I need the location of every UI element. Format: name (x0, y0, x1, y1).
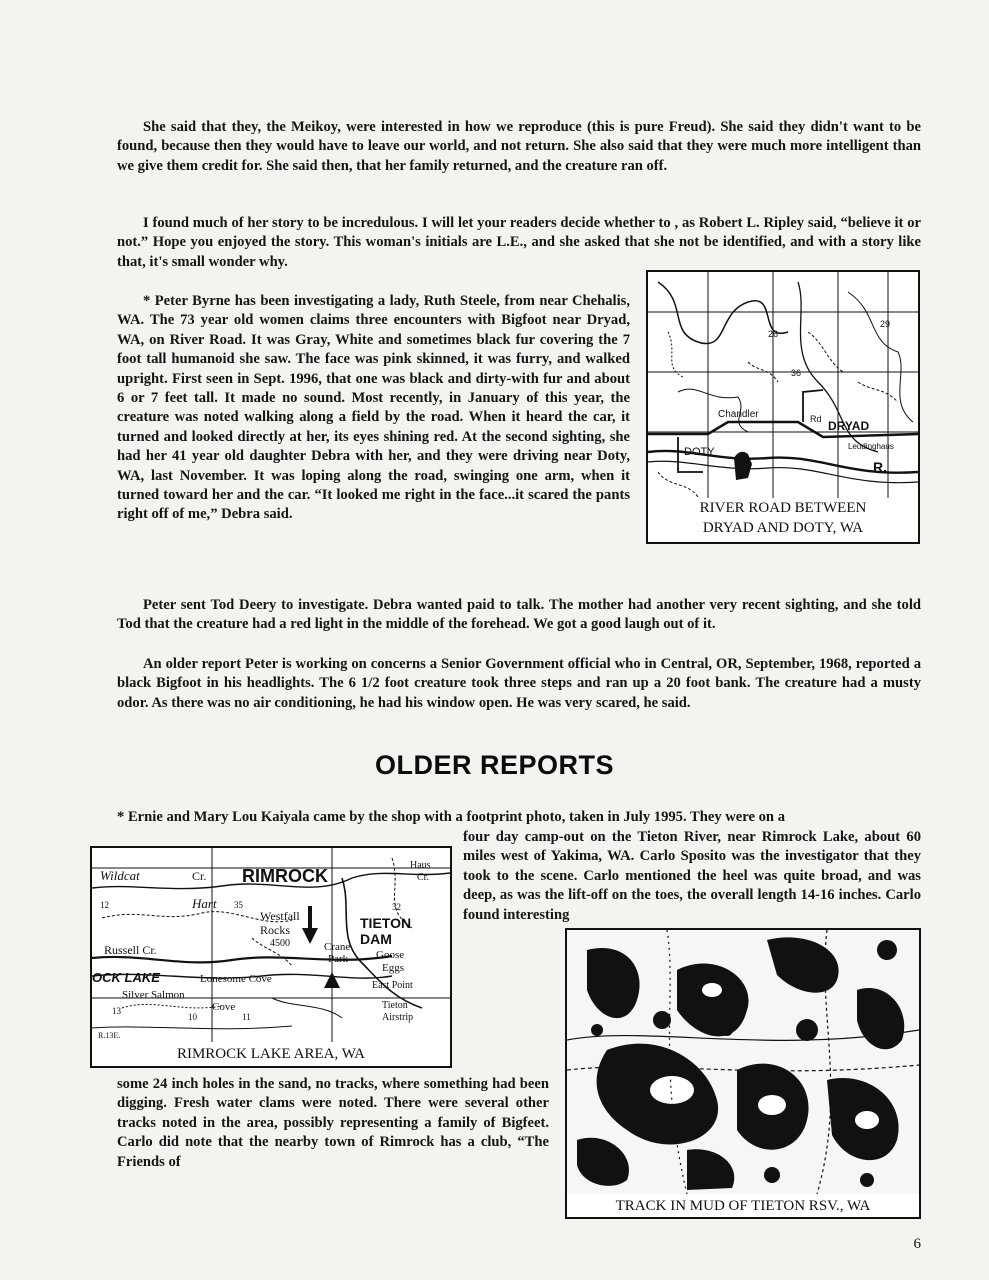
paragraph-tod-deery: Peter sent Tod Deery to investigate. Debra wanted paid to talk. The mother had another very recent sighting, and she told Tod that the creature had a red light in the middle of the forehead. We got a good laugh out of it. (117, 597, 921, 633)
map-label-tieton: TIETON (360, 915, 412, 931)
map-label-crane: Crane (324, 941, 351, 953)
map-label-leudinghaus: Leudinghaus (848, 442, 894, 451)
paragraph-kaiyala-right: four day camp-out on the Tieton River, near Rimrock Lake, about 60 miles west of Yakima, WA. Carlo Sposito was the investigator that they took to the scene. Carlo mentioned the heel was quite broad, and was deep, as was the lift-off on the toes, the overall length 14-16 inches. Carlo found interesting (463, 829, 921, 923)
map-label-russell: Russell Cr. (104, 943, 157, 957)
map-label-doty: DOTY (684, 446, 715, 458)
map-label-11: 11 (242, 1012, 251, 1022)
paragraph-ripley: I found much of her story to be incredulous. I will let your readers decide whether to , as Robert L. Ripley said, “believe it or not.” Hope you enjoyed the story. This woman's initials are L.E., and she asked that she not be identified, and with a story like that, it's small wonder why. (117, 215, 921, 270)
map-label-haus-cr: Cr. (417, 872, 429, 883)
map-label-cove: Cove (212, 1001, 236, 1013)
paragraph-peter-byrne: * Peter Byrne has been investigating a lady, Ruth Steele, from near Chehalis, WA. The 73 year old women claims three encounters with Bigfoot near Dryad, WA, on River Road. It was Gray, White and sometimes black fur covering the 7 foot tall humanoid she saw. The face was pink skinned, it was furry, and walked upright. First seen in Sept. 1996, that one was black and dirty-with fur and about 6 or 7 feet tall. It made no sound. Most recently, in January of this year, the creature was noted walking along a field by the road. When it heard the car, it turned and looked directly at her, its eyes shining red. At the second sighting, she had her 41 year old daughter Debra with her, and they were driving near Doty, WA, last November. It was loping along the road, swinging one arm, when it turned toward her and the car. “It looked me right in the face...it scared the pants right off of me,” Debra said. (117, 293, 630, 523)
caption-line-1: RIVER ROAD BETWEEN (699, 500, 867, 516)
map-label-12: 12 (100, 900, 109, 910)
map-label-35: 35 (234, 900, 243, 910)
track-photo (565, 928, 921, 1219)
map-label-rimrock: RIMROCK (242, 866, 328, 886)
map-label-wildcat: Wildcat (100, 868, 140, 883)
map-label-tieton-airstrip-2: Airstrip (382, 1012, 414, 1023)
map-label-rimrock-lake: OCK LAKE (92, 970, 160, 985)
track-photo-caption: TRACK IN MUD OF TIETON RSV., WA (567, 1196, 919, 1216)
map-label-13: 13 (112, 1006, 121, 1016)
map-label-east-point: East Point (372, 980, 413, 991)
paragraph-older-report: An older report Peter is working on concerns a Senior Government official who in Central, OR, September, 1968, reported a black Bigfoot in his headlights. The 6 1/2 foot creature took three steps and ran up a 20 foot bank. The creature had a musty odor. As there was no air conditioning, he had his window open. He was very scared, he said. (117, 656, 921, 711)
map-label-36: 36 (791, 368, 802, 378)
track-photo-image (567, 930, 919, 1194)
paragraph-kaiyala-continued: some 24 inch holes in the sand, no tracks, where something had been digging. Fresh water clams were noted. There were several other tracks noted in the area, possibly representing a family of Bigfeet. Carlo did note that the nearby town of Rimrock has a club, “The Friends of (117, 1076, 549, 1170)
map-label-lonesome: Lonesome Cove (200, 973, 272, 985)
river-road-map (646, 270, 920, 544)
section-heading-older-reports: OLDER REPORTS (374, 750, 615, 780)
map-label-29: 29 (880, 319, 891, 329)
map-label-river: R. (873, 459, 887, 475)
map-label-westfall: Westfall (260, 909, 300, 923)
map-label-wildcat-cr: Cr. (192, 869, 207, 883)
rimrock-map (90, 846, 452, 1068)
map-label-dam: DAM (360, 931, 392, 947)
map-label-chandler: Chandler (718, 409, 759, 420)
map-label-tieton-airstrip-1: Tieton (382, 1000, 408, 1011)
map-label-silver-salmon: Silver Salmon (122, 989, 185, 1001)
map-label-goose: Goose (376, 949, 405, 961)
map-label-dryad: DRYAD (828, 419, 870, 433)
map-label-elevation: 4500 (270, 938, 290, 949)
map-label-road: Rd (810, 414, 822, 424)
river-road-map-caption (648, 498, 918, 538)
map-label-10: 10 (188, 1012, 197, 1022)
map-label-hart: Hart (192, 896, 217, 911)
map-label-eggs: Eggs (382, 962, 404, 974)
map-label-rocks: Rocks (260, 923, 290, 937)
rimrock-map-drawing (92, 848, 450, 1042)
page-number: 6 (913, 1236, 921, 1252)
paragraph-kaiyala-intro: * Ernie and Mary Lou Kaiyala came by the shop with a footprint photo, taken in July 1995. They were on a (117, 809, 785, 825)
map-label-haus: Haus (410, 860, 431, 871)
map-label-32: 32 (392, 902, 401, 912)
river-road-map-drawing (648, 272, 918, 502)
map-label-range: R.13E. (98, 1031, 121, 1040)
paragraph-meikoy: She said that they, the Meikoy, were interested in how we reproduce (this is pure Freud). She said they didn't want to be found, because then they would have to leave our world, and not return. She also said that they were much more intelligent than we give them credit for. She said then, that her family returned, and the creature ran off. (117, 119, 921, 174)
rimrock-map-caption: RIMROCK LAKE AREA, WA (92, 1044, 450, 1064)
map-label-26: 26 (768, 329, 779, 339)
caption-line-2: DRYAD AND DOTY, WA (702, 520, 864, 536)
map-label-park: Park (328, 953, 349, 965)
